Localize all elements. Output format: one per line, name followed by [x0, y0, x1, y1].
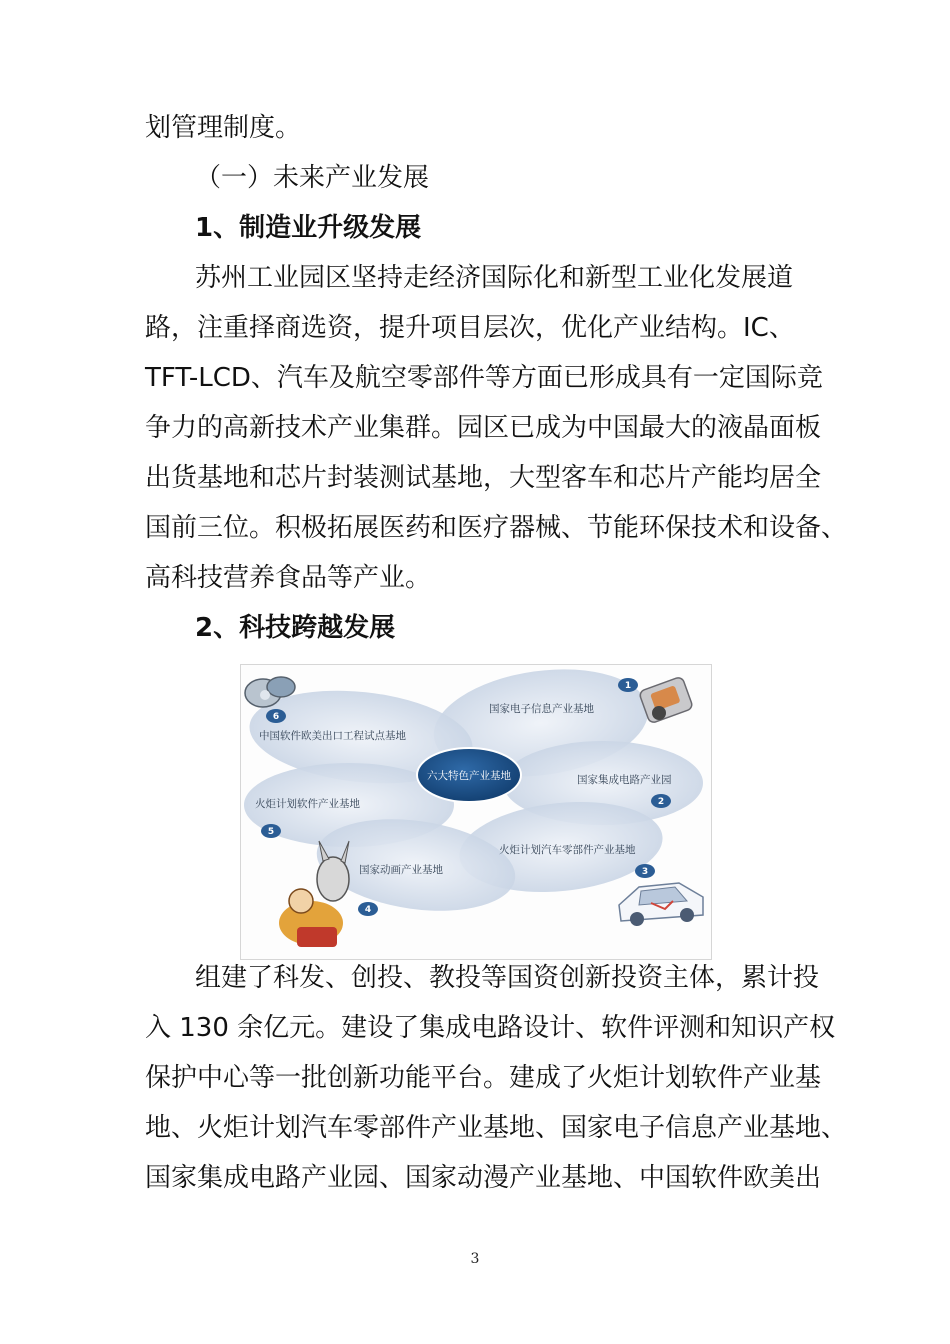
badge-6: [266, 709, 286, 723]
badge-5: [261, 824, 281, 838]
base-label-2: 国家集成电路产业园: [577, 774, 672, 786]
paragraph-line: 出货基地和芯片封装测试基地，大型客车和芯片产能均居全: [145, 463, 822, 493]
badge-3: [635, 864, 655, 878]
svg-text:2: 2: [657, 797, 665, 807]
paragraph-line: 入 130 余亿元。建设了集成电路设计、软件评测和知识产权: [145, 1013, 836, 1043]
base-label-5: 火炬计划软件产业基地: [255, 798, 360, 810]
car-parts-image: [619, 883, 703, 926]
badge-4: [358, 902, 378, 916]
paragraph-line: 保护中心等一批创新功能平台。建成了火炬计划软件产业基: [145, 1063, 822, 1093]
paragraph-line: 高科技营养食品等产业。: [145, 563, 432, 593]
svg-text:4: 4: [364, 905, 372, 915]
paragraph-line: 国家集成电路产业园、国家动漫产业基地、中国软件欧美出: [145, 1163, 822, 1193]
paragraph-line: 路，注重择商选资，提升项目层次，优化产业结构。IC、: [145, 313, 795, 343]
svg-text:3: 3: [641, 867, 649, 877]
badge-2: [651, 794, 671, 808]
paragraph-line: TFT-LCD、汽车及航空零部件等方面已形成具有一定国际竞: [145, 363, 823, 393]
subsection-heading: 1、制造业升级发展: [195, 213, 422, 243]
base-label-6: 中国软件欧美出口工程试点基地: [259, 730, 406, 742]
paragraph-line: 争力的高新技术产业集群。园区已成为中国最大的液晶面板: [145, 413, 822, 443]
svg-text:1: 1: [624, 681, 632, 691]
paragraph-line: 组建了科发、创投、教投等国资创新投资主体，累计投: [195, 963, 820, 993]
svg-text:5: 5: [267, 827, 275, 837]
base-label-4: 国家动画产业基地: [359, 864, 443, 876]
industry-bases-diagram: [240, 664, 712, 960]
paragraph-line: 国前三位。积极拓展医药和医疗器械、节能环保技术和设备、: [145, 513, 848, 543]
subsection-heading: 2、科技跨越发展: [195, 613, 396, 643]
badge-1: [618, 678, 638, 692]
base-label-1: 国家电子信息产业基地: [489, 703, 594, 715]
center-label: 六大特色产业基地: [427, 770, 511, 782]
paragraph-line: 地、火炬计划汽车零部件产业基地、国家电子信息产业基地、: [145, 1113, 848, 1143]
svg-text:6: 6: [272, 712, 280, 722]
electronics-device-image: [639, 676, 694, 724]
base-label-3: 火炬计划汽车零部件产业基地: [499, 844, 636, 856]
section-heading: （一）未来产业发展: [195, 163, 430, 193]
page-number: 3: [470, 1251, 480, 1267]
paragraph-line: 苏州工业园区坚持走经济国际化和新型工业化发展道: [195, 263, 794, 293]
paragraph-line: 划管理制度。: [145, 113, 302, 143]
